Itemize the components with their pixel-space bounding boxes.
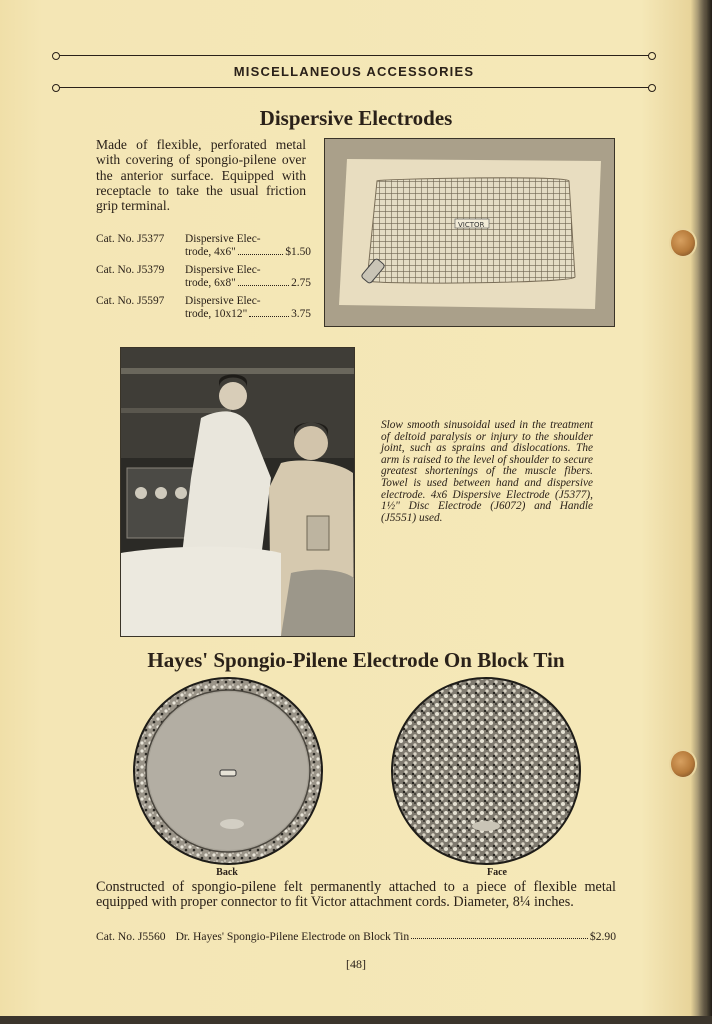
catalog-desc-line2: trode, 4x6" (185, 245, 236, 258)
catalog-price: 3.75 (291, 307, 311, 320)
page-bottom-edge (0, 1016, 712, 1024)
hayes-description: Constructed of spongio-pilene felt permanently attached to a piece of flexible metal equipped with proper connector to fit Victor attachment cords. Diameter, 8¼ inches. (96, 879, 616, 911)
page-number: [48] (346, 957, 366, 971)
back-label: Back (216, 867, 238, 878)
catalog-number: Cat. No. J5560 (96, 930, 166, 943)
catalog-item (96, 264, 311, 289)
treatment-photo (120, 347, 355, 637)
binder-hole-bottom (671, 751, 695, 777)
hayes-catalog-line (96, 930, 616, 943)
catalog-desc-line1: Dispersive Elec- (185, 233, 261, 245)
hayes-electrode-face-image (390, 676, 582, 866)
catalog-item (96, 233, 311, 258)
dispersive-catalog-list (96, 233, 311, 326)
header-rule-bottom (56, 87, 652, 88)
face-label: Face (487, 867, 507, 878)
catalog-price: $2.90 (589, 930, 616, 943)
catalog-desc-line1: Dispersive Elec- (185, 295, 261, 307)
treatment-scene-illustration (121, 348, 354, 636)
dispersive-description: Made of flexible, perforated metal with covering of spongio-pilene over the anterior surface. Equipped with receptacle to take the usual friction grip terminal. (96, 137, 306, 214)
catalog-item (96, 295, 311, 320)
catalog-price: 2.75 (291, 276, 311, 289)
catalog-desc-line2: trode, 10x12" (185, 307, 248, 320)
section-title-hayes: Hayes' Spongio-Pilene Electrode On Block Tin (147, 648, 565, 672)
catalog-number: Cat. No. J5377 (96, 233, 165, 245)
section-title-dispersive: Dispersive Electrodes (259, 106, 453, 130)
electrode-pad-illustration (325, 139, 614, 326)
page-spine-shadow (698, 0, 712, 1024)
catalog-price: $1.50 (285, 245, 311, 258)
victor-brand-mark: VICTOR (458, 221, 485, 229)
catalog-number: Cat. No. J5597 (96, 295, 165, 307)
binder-hole-top (671, 230, 695, 256)
header-title: MISCELLANEOUS ACCESSORIES (233, 64, 475, 79)
catalog-desc-line2: trode, 6x8" (185, 276, 236, 289)
dispersive-electrode-photo (324, 138, 615, 327)
treatment-photo-caption: Slow smooth sinusoidal used in the treatment of deltoid paralysis or injury to the shoulder joint, such as sprains and dislocations. The arm is raised to the level of shoulder to secure greatest shortenings of the muscle fibers. Towel is used between hand and dispersive electrode. 4x6 Dispersive Electrode (J5377), 1½" Disc Electrode (J6072) and Handle (J5551) used. (381, 419, 593, 524)
catalog-number: Cat. No. J5379 (96, 264, 165, 276)
header-rule-top (56, 55, 652, 56)
catalog-description: Dr. Hayes' Spongio-Pilene Electrode on Block Tin (175, 930, 410, 943)
hayes-electrode-back-image (132, 676, 324, 866)
catalog-desc-line1: Dispersive Elec- (185, 264, 261, 276)
